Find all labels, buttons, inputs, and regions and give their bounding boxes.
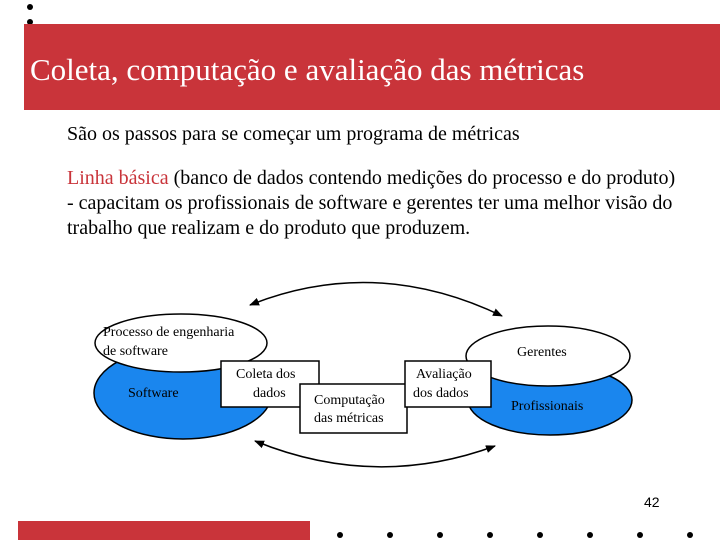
managers-label: Gerentes — [517, 345, 567, 360]
compute-label-line2: das métricas — [314, 411, 384, 426]
bullet-steps: São os passos para se começar um programa de métricas — [67, 123, 520, 145]
evaluate-label-line1: Avaliação — [416, 367, 472, 382]
decor-dot — [637, 532, 643, 538]
footer-bar — [18, 521, 310, 540]
top-arrow — [250, 282, 502, 316]
decor-dot — [437, 532, 443, 538]
compute-label-line1: Computação — [314, 393, 385, 408]
collect-label-line1: Coleta dos — [236, 367, 296, 382]
baseline-term: Linha básica — [67, 167, 169, 189]
decor-dot — [487, 532, 493, 538]
slide-title: Coleta, computação e avaliação das métricas — [30, 52, 585, 87]
page-number: 42 — [644, 494, 660, 510]
decor-dot — [387, 532, 393, 538]
baseline-description: (banco de dados contendo medições do processo e do produto) - capacitam os profissionais de software e gerentes ter uma melhor visão do trabalho que realizam e do produto que produzem. — [67, 167, 676, 239]
decor-dot — [687, 532, 693, 538]
decor-dot — [587, 532, 593, 538]
process-label-line1: Processo de engenharia — [103, 325, 235, 340]
evaluate-label-line2: dos dados — [413, 386, 469, 401]
software-label: Software — [128, 386, 179, 401]
bottom-arrow — [255, 441, 495, 467]
process-label-line2: de software — [103, 344, 168, 359]
decor-dot — [337, 532, 343, 538]
collect-label-line2: dados — [253, 386, 286, 401]
professionals-label: Profissionais — [511, 399, 584, 414]
decor-dot — [537, 532, 543, 538]
